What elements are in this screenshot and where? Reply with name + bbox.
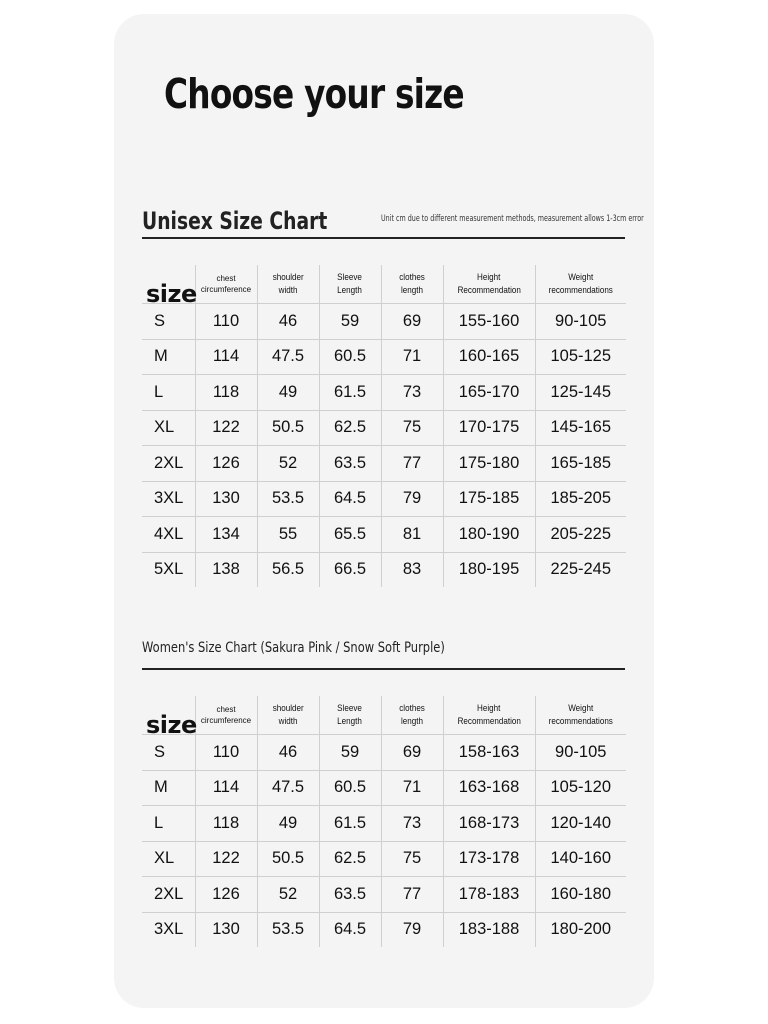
table-row: [142, 481, 626, 517]
header-size: size: [142, 265, 195, 304]
header-shoulder: shoulder width: [257, 265, 319, 304]
cell-clothes: 71: [381, 770, 443, 806]
cell-clothes: 77: [381, 446, 443, 482]
cell-clothes: 79: [381, 481, 443, 517]
cell-weight: 180-200: [535, 912, 626, 947]
cell-shoulder: 46: [257, 304, 319, 340]
cell-chest: 110: [195, 304, 257, 340]
cell-clothes: 75: [381, 410, 443, 446]
table-row: [142, 410, 626, 446]
cell-size: 4XL: [142, 517, 195, 553]
cell-chest: 122: [195, 841, 257, 877]
table-header-row: [142, 265, 626, 304]
table-row: [142, 517, 626, 553]
cell-size: 3XL: [154, 920, 184, 939]
table-row: [142, 912, 626, 947]
cell-sleeve: 66.5: [319, 552, 381, 587]
cell-size: L: [142, 375, 195, 411]
table-row: [142, 446, 626, 482]
cell-clothes: 69: [381, 304, 443, 340]
cell-weight: 90-105: [535, 304, 626, 340]
unisex-size-table: [142, 265, 626, 587]
cell-shoulder: 53.5: [257, 912, 319, 947]
cell-chest: 114: [195, 770, 257, 806]
cell-clothes: 69: [381, 735, 443, 771]
cell-height: 175-185: [443, 481, 535, 517]
cell-chest: 118: [195, 806, 257, 842]
cell-chest: 130: [195, 481, 257, 517]
cell-sleeve: 59: [319, 304, 381, 340]
cell-shoulder: 52: [257, 877, 319, 913]
cell-sleeve: 64.5: [319, 481, 381, 517]
header-chest: chest circumference: [195, 265, 257, 304]
cell-weight: 90-105: [535, 735, 626, 771]
cell-weight: 140-160: [535, 841, 626, 877]
cell-height: 165-170: [443, 375, 535, 411]
cell-height: 180-190: [443, 517, 535, 553]
cell-height: 180-195: [443, 552, 535, 587]
cell-weight: 160-180: [535, 877, 626, 913]
cell-size: S: [142, 304, 195, 340]
cell-clothes: 73: [381, 806, 443, 842]
cell-weight: 185-205: [535, 481, 626, 517]
cell-size: M: [142, 339, 195, 375]
cell-chest: 138: [195, 552, 257, 587]
table-row: [142, 877, 626, 913]
cell-clothes: 71: [381, 339, 443, 375]
cell-weight: 105-125: [535, 339, 626, 375]
cell-size: 5XL: [154, 560, 184, 579]
cell-shoulder: 50.5: [257, 410, 319, 446]
cell-clothes: 83: [381, 552, 443, 587]
cell-chest: 118: [195, 375, 257, 411]
cell-sleeve: 64.5: [319, 912, 381, 947]
women-size-table: [142, 696, 626, 947]
cell-weight: 105-120: [535, 770, 626, 806]
header-weight: Weight recommendations: [535, 265, 626, 304]
cell-sleeve: 65.5: [319, 517, 381, 553]
cell-chest: 130: [195, 912, 257, 947]
header-shoulder: shoulder width: [257, 696, 319, 735]
cell-shoulder: 55: [257, 517, 319, 553]
cell-sleeve: 63.5: [319, 877, 381, 913]
cell-height: 168-173: [443, 806, 535, 842]
cell-size: XL: [142, 841, 195, 877]
cell-chest: 110: [195, 735, 257, 771]
cell-shoulder: 46: [257, 735, 319, 771]
table-header-row: [142, 696, 626, 735]
cell-clothes: 73: [381, 375, 443, 411]
cell-shoulder: 49: [257, 375, 319, 411]
header-chest: chest circumference: [195, 696, 257, 735]
unisex-table-body: [142, 304, 626, 588]
cell-sleeve: 60.5: [319, 339, 381, 375]
cell-weight: 205-225: [535, 517, 626, 553]
cell-sleeve: 61.5: [319, 375, 381, 411]
table-row: [142, 304, 626, 340]
page-title: Choose your size: [164, 70, 464, 118]
cell-shoulder: 47.5: [257, 770, 319, 806]
header-sleeve: Sleeve Length: [319, 696, 381, 735]
cell-size: M: [142, 770, 195, 806]
cell-sleeve: 62.5: [319, 841, 381, 877]
cell-size: S: [142, 735, 195, 771]
cell-weight: 145-165: [535, 410, 626, 446]
cell-weight: 125-145: [535, 375, 626, 411]
cell-chest: 126: [195, 877, 257, 913]
cell-height: 183-188: [443, 912, 535, 947]
table-row: [142, 339, 626, 375]
cell-shoulder: 50.5: [257, 841, 319, 877]
cell-chest: 114: [195, 339, 257, 375]
women-title-rule: [142, 668, 625, 670]
cell-height: 160-165: [443, 339, 535, 375]
table-row: [142, 552, 626, 587]
header-weight: Weight recommendations: [535, 696, 626, 735]
cell-size: L: [142, 806, 195, 842]
header-height: Height Recommendation: [443, 696, 535, 735]
cell-height: 175-180: [443, 446, 535, 482]
cell-height: 173-178: [443, 841, 535, 877]
cell-height: 170-175: [443, 410, 535, 446]
table-row: [142, 806, 626, 842]
header-size: size: [142, 696, 195, 735]
cell-size: XL: [142, 410, 195, 446]
cell-size: 2XL: [142, 877, 195, 913]
cell-height: 178-183: [443, 877, 535, 913]
women-chart-title: Women's Size Chart (Sakura Pink / Snow Soft Purple): [142, 640, 445, 656]
header-clothes: clothes length: [381, 696, 443, 735]
header-clothes: clothes length: [381, 265, 443, 304]
measurement-note: Unit cm due to different measurement methods, measurement allows 1-3cm error: [381, 214, 644, 224]
cell-height: 163-168: [443, 770, 535, 806]
unisex-title-rule: [142, 237, 625, 239]
cell-chest: 122: [195, 410, 257, 446]
header-sleeve: Sleeve Length: [319, 265, 381, 304]
cell-weight: 165-185: [535, 446, 626, 482]
table-row: [142, 770, 626, 806]
cell-height: 158-163: [443, 735, 535, 771]
cell-clothes: 81: [381, 517, 443, 553]
cell-sleeve: 63.5: [319, 446, 381, 482]
cell-weight: 225-245: [535, 552, 626, 587]
unisex-chart-title: Unisex Size Chart: [142, 207, 328, 235]
cell-shoulder: 47.5: [257, 339, 319, 375]
women-table-body: [142, 735, 626, 948]
cell-clothes: 77: [381, 877, 443, 913]
cell-sleeve: 61.5: [319, 806, 381, 842]
header-height: Height Recommendation: [443, 265, 535, 304]
cell-size: 3XL: [142, 481, 195, 517]
cell-shoulder: 56.5: [257, 552, 319, 587]
cell-size: 2XL: [142, 446, 195, 482]
cell-weight: 120-140: [535, 806, 626, 842]
cell-height: 155-160: [443, 304, 535, 340]
cell-sleeve: 62.5: [319, 410, 381, 446]
cell-clothes: 79: [381, 912, 443, 947]
table-row: [142, 735, 626, 771]
table-row: [142, 375, 626, 411]
cell-sleeve: 60.5: [319, 770, 381, 806]
cell-chest: 126: [195, 446, 257, 482]
table-row: [142, 841, 626, 877]
cell-shoulder: 49: [257, 806, 319, 842]
cell-shoulder: 53.5: [257, 481, 319, 517]
cell-chest: 134: [195, 517, 257, 553]
cell-clothes: 75: [381, 841, 443, 877]
cell-sleeve: 59: [319, 735, 381, 771]
cell-shoulder: 52: [257, 446, 319, 482]
